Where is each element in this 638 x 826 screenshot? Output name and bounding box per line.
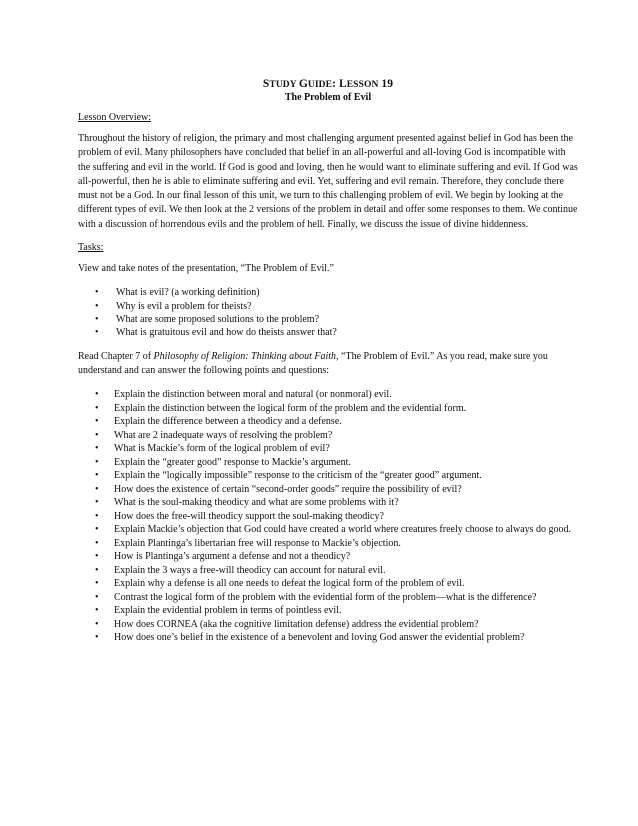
book-title: Philosophy of Religion: Thinking about Faith [153, 350, 337, 362]
list-item: • How is Plantinga’s argument a defense and not a theodicy? [92, 550, 578, 564]
list-item: • Explain the evidential problem in terms of pointless evil. [92, 604, 578, 618]
list-item: • How does one’s belief in the existence of a benevolent and loving God answer the evidential problem? [92, 631, 578, 645]
page-subtitle: The Problem of Evil [284, 92, 372, 103]
list-item: • What are some proposed solutions to the problem? [92, 313, 578, 326]
page-title: STUDY GUIDE: LESSON 19 [262, 78, 394, 90]
list-item: • Explain the “logically impossible” response to the criticism of the “greater good” argument. [92, 469, 578, 483]
presentation-list [78, 286, 578, 339]
overview-label: Lesson Overview: [78, 112, 152, 123]
reading-instruction: Read Chapter 7 of Philosophy of Religion: Thinking about Faith, “The Problem of Evil.” As you read, make sure you understand and can answer the following points and questions: [78, 350, 548, 376]
list-item: • Explain Plantinga’s libertarian free will response to Mackie’s objection. [92, 537, 578, 551]
list-item: • Explain Mackie’s objection that God could have created a world where creatures freely choose to always do good. [92, 523, 578, 537]
list-item: • Explain why a defense is all one needs to defeat the logical form of the problem of evil. [92, 577, 578, 591]
list-item: • Explain the distinction between moral and natural (or nonmoral) evil. [92, 388, 578, 402]
list-item: • Contrast the logical form of the problem with the evidential form of the problem—what is the difference? [92, 591, 578, 605]
list-item: • What is the soul-making theodicy and what are some problems with it? [92, 496, 578, 510]
list-item: • Explain the distinction between the logical form of the problem and the evidential form. [92, 402, 578, 416]
list-item: • How does CORNEA (aka the cognitive limitation defense) address the evidential problem? [92, 618, 578, 632]
tasks-label: Tasks: [78, 242, 104, 254]
list-item: • What is gratuitous evil and how do theists answer that? [92, 326, 578, 339]
list-item: • How does the free-will theodicy support the soul-making theodicy? [92, 510, 578, 524]
presentation-instruction: View and take notes of the presentation, “The Problem of Evil.” [78, 263, 334, 275]
list-item: • What is Mackie’s form of the logical problem of evil? [92, 442, 578, 456]
list-item: • What is evil? (a working definition) [92, 286, 578, 299]
list-item: • How does the existence of certain “second-order goods” require the possibility of evil? [92, 483, 578, 497]
overview-paragraph: Throughout the history of religion, the primary and most challenging argument presented against belief in God has been the problem of evil. Many philosophers have concluded that belief in an all-powerful and all-loving God is incompatible with the suffering and evil in the world. If God is good and loving, then he would want to eliminate suffering and evil. If God was all-powerful, then he is able to eliminate suffering and evil. Yet, suffering and evil remain. Therefore, they conclude there must not be a God. In our final lesson of this unit, we turn to this challenging problem of evil. We begin by looking at the different types of evil. We then look at the 2 versions of the problem in detail and offer some responses to them. We continue with a discussion of horrendous evils and the problem of hell. Finally, we discuss the issue of divine hiddenness. [78, 133, 578, 230]
list-item: • Explain the difference between a theodicy and a defense. [92, 415, 578, 429]
list-item: • Explain the “greater good” response to Mackie’s argument. [92, 456, 578, 470]
reading-list [78, 388, 578, 645]
list-item: • What are 2 inadequate ways of resolving the problem? [92, 429, 578, 443]
list-item: • Explain the 3 ways a free-will theodicy can account for natural evil. [92, 564, 578, 578]
list-item: • Why is evil a problem for theists? [92, 300, 578, 313]
